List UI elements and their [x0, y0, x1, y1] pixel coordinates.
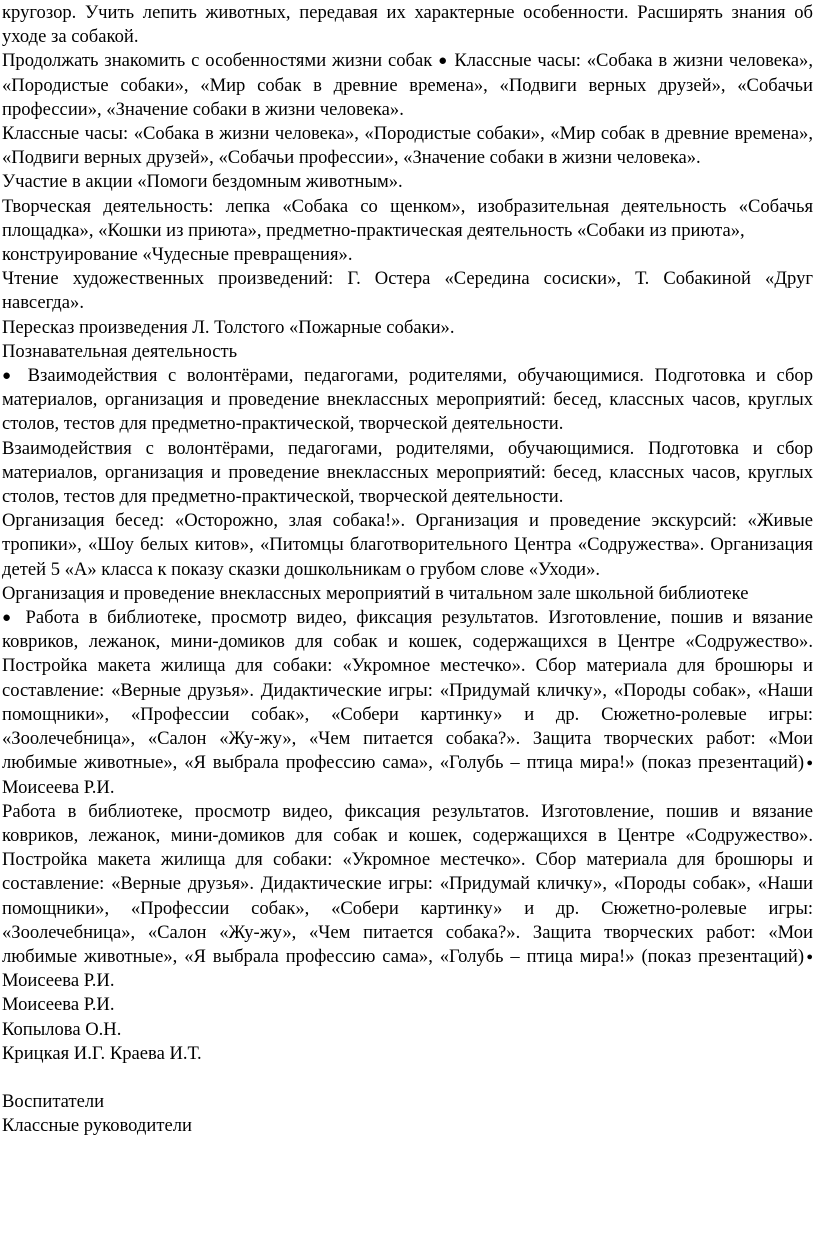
bullet-icon: ● — [804, 950, 813, 963]
bullet-icon: ● — [2, 610, 16, 627]
library-work-text: Работа в библиотеке, просмотр видео, фиксация результатов. Изготовление, пошив и вязание ковриков, лежанок, мини-домиков для собак и кошек, содержащихся в Центре «Содружество». Постройка макета жилища для собаки: «Укромное местечко». Сбор материала для брошюры и составление: «Верные друзья». Дидактические игры: «Придумай кличку», «Породы собак», «Наши помощники», «Профессии собак», «Собери картинку» и др. Сюжетно-ролевые игры: «Зоолечебница», «Салон «Жу-жу», «Чем питается собака?». Защита творческих работ: «Мои любимые животные», «Я выбрала профессию сама», «Голубь – птица мира!» (показ презентаций) — [2, 800, 813, 967]
paragraph-conversations: Организация бесед: «Осторожно, злая собака!». Организация и проведение экскурсий: «Живые тропики», «Шоу белых китов», «Питомцы благотворительного Центра «Содружества». Организация детей 5 «А» класса к показу сказки дошкольникам о грубом слове «Уходи». — [2, 510, 813, 580]
class-hours-text: Классные часы: «Собака в жизни человека», «Породистые собаки», «Мир собак в древние времена», «Подвиги верных друзей», «Собачьи профессии», «Значение собаки в жизни человека». — [2, 50, 813, 120]
paragraph-volunteers: Взаимодействия с волонтёрами, педагогами, родителями, обучающимися. Подготовка и сбор материалов, организация и проведение внеклассных мероприятий: бесед, классных часов, круглых столов, тестов для предметно-практической, творческой деятельности. — [2, 437, 813, 508]
paragraph-creative: Творческая деятельность: лепка «Собака со щенком», изобразительная деятельность «Собачья площадка», «Кошки из приюта», предметно-практическая деятельность «Собаки из приюта», — [2, 195, 813, 241]
signature-kopylova: Копылова О.Н. — [2, 1018, 122, 1040]
paragraph-library-work-bulleted — [2, 606, 813, 800]
blank-line — [2, 1066, 813, 1090]
paragraph-cognitive-heading: Познавательная деятельность — [2, 340, 238, 362]
library-work-text: Работа в библиотеке, просмотр видео, фиксация результатов. Изготовление, пошив и вязание ковриков, лежанок, мини-домиков для собак и кошек, содержащихся в Центре «Содружество». Постройка макета жилища для собаки: «Укромное местечко». Сбор материала для брошюры и составление: «Верные друзья». Дидактические игры: «Придумай кличку», «Породы собак», «Наши помощники», «Профессии собак», «Собери картинку» и др. Сюжетно-ролевые игры: «Зоолечебница», «Салон «Жу-жу», «Чем питается собака?». Защита творческих работ: «Мои любимые животные», «Я выбрала профессию сама», «Голубь – птица мира!» (показ презентаций) — [2, 607, 813, 774]
signature-kritskaya-kraeva: Крицкая И.Г. Краева И.Т. — [2, 1042, 202, 1064]
paragraph-action: Участие в акции «Помоги бездомным животным». — [2, 171, 403, 193]
author-name: Моисеева Р.И. — [2, 776, 115, 798]
volunteers-text: Взаимодействия с волонтёрами, педагогами, родителями, обучающимися. Подготовка и сбор материалов, организация и проведение внеклассных мероприятий: бесед, классных часов, круглых столов, тестов для предметно-практической, творческой деятельности. — [2, 365, 813, 435]
paragraph-retelling: Пересказ произведения Л. Толстого «Пожарные собаки». — [2, 316, 455, 338]
author-name: Моисеева Р.И. — [2, 970, 115, 992]
paragraph-volunteers-bulleted — [2, 364, 813, 437]
signature-moiseeva: Моисеева Р.И. — [2, 994, 115, 1016]
bullet-icon: ● — [804, 757, 813, 770]
paragraph-library-events: Организация и проведение внеклассных мероприятий в читальном зале школьной библиотеке — [2, 582, 749, 604]
role-educators: Воспитатели — [2, 1091, 105, 1113]
lead-in-text: Продолжать знакомить с особенностями жизни собак — [2, 50, 439, 72]
paragraph-dogs-life — [2, 49, 813, 122]
bullet-icon: ● — [438, 53, 449, 70]
paragraph-reading: Чтение художественных произведений: Г. Остера «Середина сосиски», Т. Собакиной «Друг навсегда». — [2, 268, 813, 314]
paragraph-intro: кругозор. Учить лепить животных, передавая их характерные особенности. Расширять знания об уходе за собакой. — [2, 2, 813, 48]
paragraph-construction: конструирование «Чудесные превращения». — [2, 244, 353, 266]
paragraph-class-hours: Классные часы: «Собака в жизни человека», «Породистые собаки», «Мир собак в древние времена», «Подвиги верных друзей», «Собачьи профессии», «Значение собаки в жизни человека». — [2, 123, 813, 169]
bullet-icon: ● — [2, 368, 18, 385]
paragraph-library-work — [2, 800, 813, 994]
role-class-teachers: Классные руководители — [2, 1115, 192, 1137]
